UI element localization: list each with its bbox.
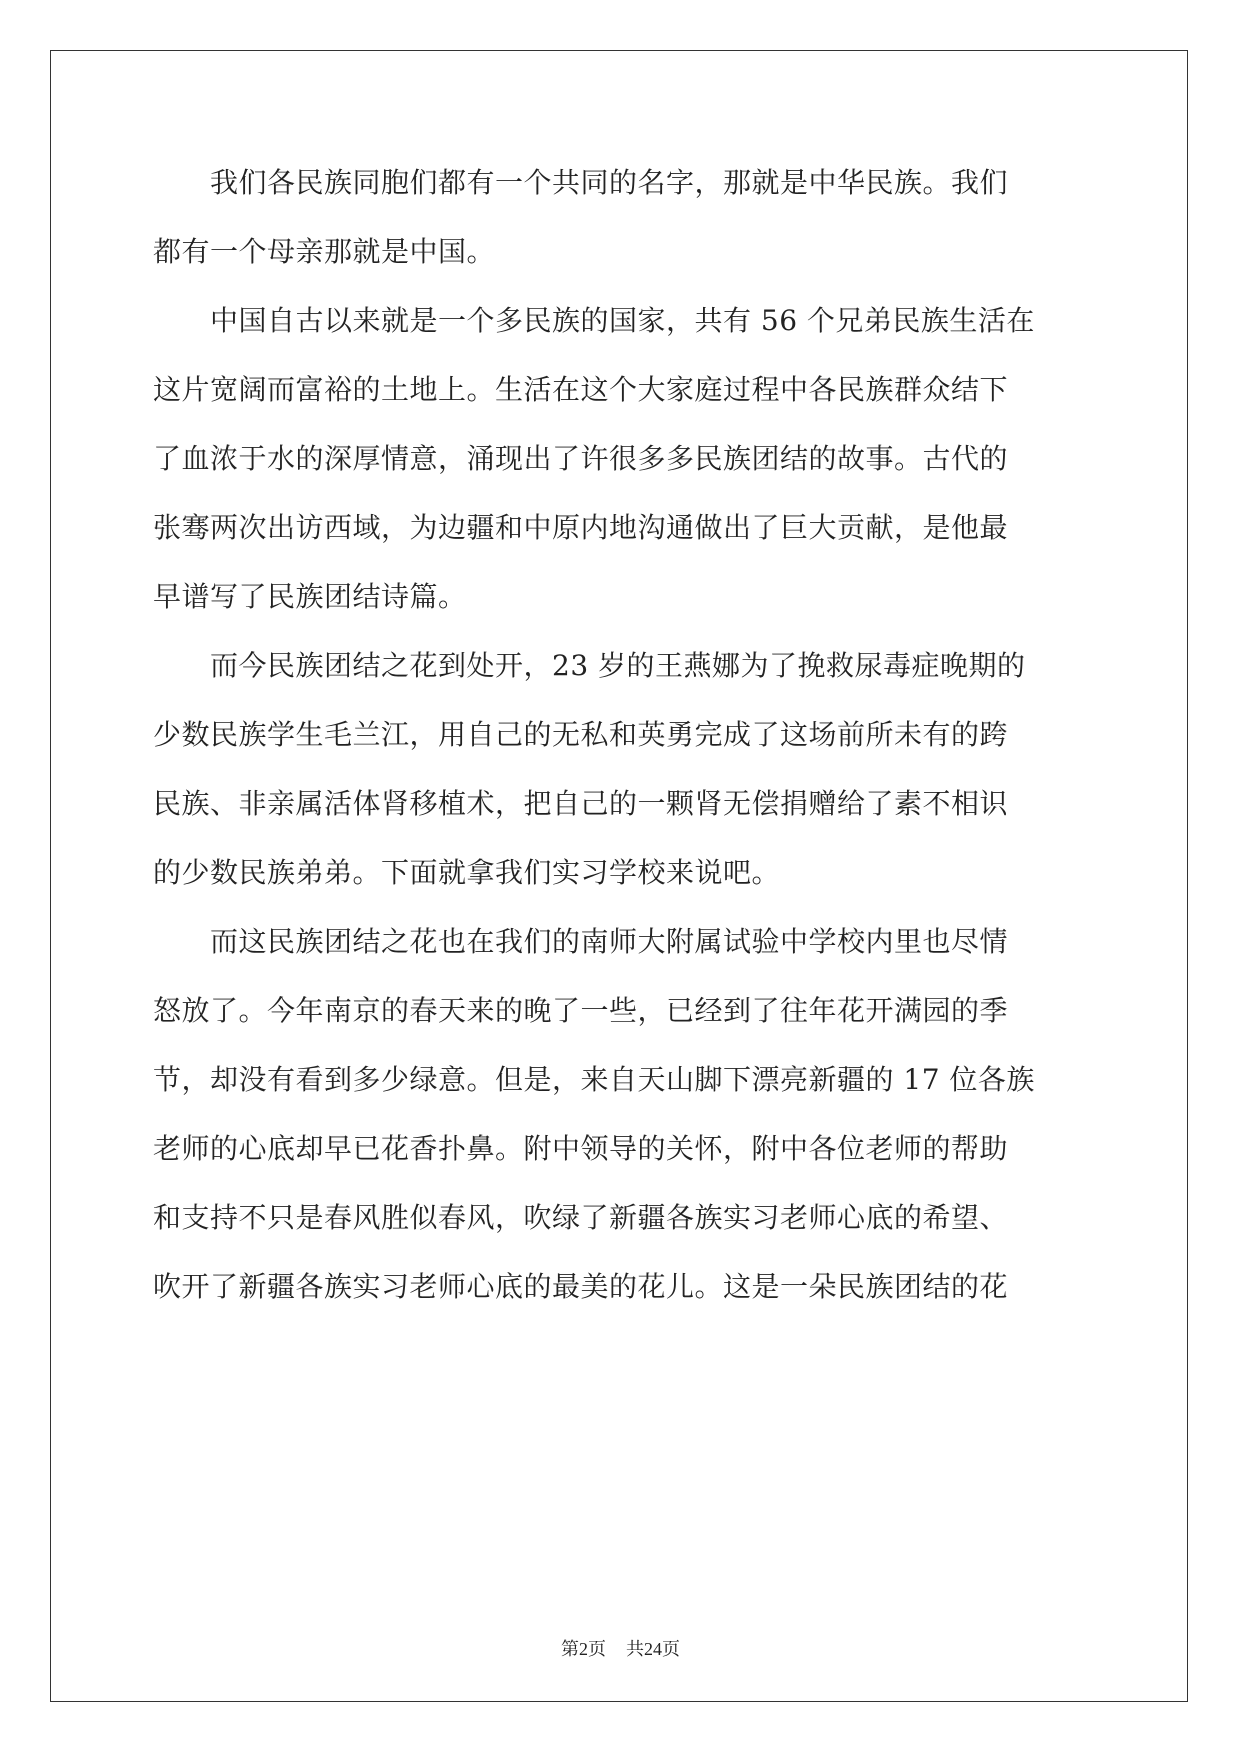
page-number: 2 [579, 1639, 588, 1659]
text-line: 节，却没有看到多少绿意。但是，来自天山脚下漂亮新疆的 17 位各族 [153, 1063, 1035, 1096]
text-line: 都有一个母亲那就是中国。 [153, 235, 496, 268]
text-line: 早谱写了民族团结诗篇。 [153, 580, 467, 613]
page-number-prefix: 第 [561, 1639, 579, 1659]
text-line: 和支持不只是春风胜似春风，吹绿了新疆各族实习老师心底的希望、 [153, 1201, 1009, 1234]
total-pages-prefix: 共 [626, 1639, 644, 1659]
total-pages: 24 [644, 1639, 662, 1659]
text-line: 中国自古以来就是一个多民族的国家，共有 56 个兄弟民族生活在 [153, 304, 1035, 337]
text-line: 少数民族学生毛兰江，用自己的无私和英勇完成了这场前所未有的跨 [153, 718, 1009, 751]
text-line: 了血浓于水的深厚情意，涌现出了许很多多民族团结的故事。古代的 [153, 442, 1009, 475]
text-line: 吹开了新疆各族实习老师心底的最美的花儿。这是一朵民族团结的花 [153, 1270, 1009, 1303]
text-line: 而今民族团结之花到处开，23 岁的王燕娜为了挽救尿毒症晚期的 [153, 649, 1026, 682]
text-line: 怒放了。今年南京的春天来的晚了一些，已经到了往年花开满园的季 [153, 994, 1009, 1027]
page-footer [0, 1635, 1241, 1661]
total-pages-suffix: 页 [662, 1639, 680, 1659]
text-line: 的少数民族弟弟。下面就拿我们实习学校来说吧。 [153, 856, 781, 889]
text-line: 我们各民族同胞们都有一个共同的名字，那就是中华民族。我们 [153, 166, 1009, 199]
text-line: 老师的心底却早已花香扑鼻。附中领导的关怀，附中各位老师的帮助 [153, 1132, 1009, 1165]
text-line: 这片宽阔而富裕的土地上。生活在这个大家庭过程中各民族群众结下 [153, 373, 1009, 406]
text-line: 民族、非亲属活体肾移植术，把自己的一颗肾无偿捐赠给了素不相识 [153, 787, 1009, 820]
text-line: 而这民族团结之花也在我们的南师大附属试验中学校内里也尽情 [153, 925, 1009, 958]
page-number-suffix: 页 [588, 1639, 606, 1659]
text-line: 张骞两次出访西域，为边疆和中原内地沟通做出了巨大贡献，是他最 [153, 511, 1009, 544]
